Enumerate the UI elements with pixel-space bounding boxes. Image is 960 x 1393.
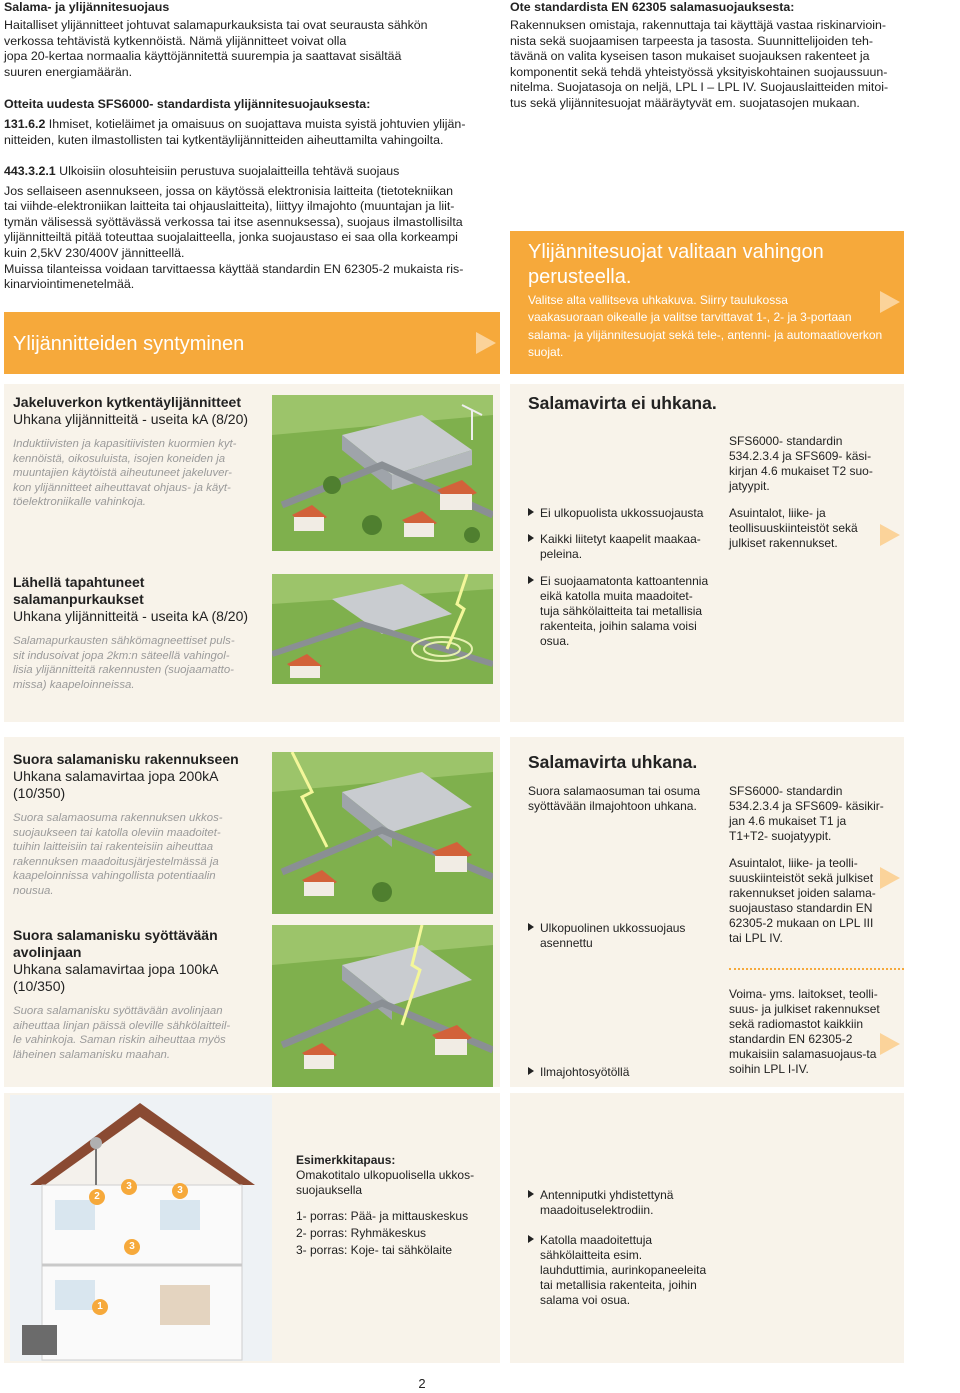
block-title: Suora salamanisku rakennukseen <box>13 751 239 767</box>
block-subtitle <box>13 961 263 995</box>
house-cutaway-image <box>10 1095 272 1361</box>
section-131 <box>4 117 499 148</box>
block-subtitle-line: Uhkana salamavirtaa jopa 200kA <box>13 768 219 784</box>
intro-line: jopa 20-kertaa normaalia käyttöjännitettä suurempia ja saattavat sisältää <box>4 49 402 64</box>
arrow-right-icon <box>880 867 900 889</box>
block-description <box>13 811 263 899</box>
direct-strike-building-illustration <box>272 752 493 914</box>
block-subtitle-line: (10/350) <box>13 978 66 994</box>
arrow-right-icon <box>476 332 496 354</box>
block-title <box>13 927 263 961</box>
stage-badge: 3 <box>124 1239 140 1255</box>
banner-right-line: salama- ja ylijännitesuojat sekä tele-, antenni- ja automaatioverkon <box>528 327 883 342</box>
section-443-title: Ulkoisiin olosuhteisiin perustuva suojalaitteilla tehtävä suojaus <box>55 164 400 178</box>
panel-1-right <box>510 384 904 722</box>
threat-intro-line: Suora salamaosuman tai osuma <box>528 784 701 798</box>
banner-right-title <box>528 240 898 290</box>
bullet-text: rakenteita, joihin salama voisi <box>540 619 697 633</box>
panel-1-right-title: Salamavirta ei uhkana. <box>528 393 717 413</box>
threat-intro <box>528 784 718 814</box>
bullet-arrow-icon <box>528 923 534 931</box>
std-line: kirjan 4.6 mukaiset T2 suo- <box>729 464 873 478</box>
bullet-arrow-icon <box>528 508 534 516</box>
right-intro-paragraph <box>510 18 955 112</box>
block-distribution-surges <box>13 394 263 510</box>
bullet-text: osua. <box>540 634 570 648</box>
bullet-text: salama voi osua. <box>540 1293 631 1307</box>
desc-line: missa) kaapeloinneissa. <box>13 678 135 691</box>
direct-strike-line-image <box>272 925 493 1087</box>
section-131-number: 131.6.2 <box>4 117 46 131</box>
panel-1-left <box>4 384 500 722</box>
bullet-arrow-icon <box>528 1190 534 1198</box>
bullet-text: Kaikki liitetyt kaapelit maakaa- <box>540 532 701 546</box>
threat-intro-line: syöttävään ilmajohtoon uhkana. <box>528 799 697 813</box>
stage-list <box>296 1208 496 1259</box>
desc-line: lisia ylijännitteitä rakennusten (suojaamatto- <box>13 664 234 677</box>
intro-line: verkossa tehtävistä kytkennöistä. Nämä ylijännitteet voivat olla <box>4 33 347 48</box>
stage-item: 1- porras: Pää- ja mittauskeskus <box>296 1209 469 1223</box>
stage-badge: 3 <box>121 1179 137 1195</box>
desc-line: sit indusoivat jopa 2km:n säteellä vahingol- <box>13 649 230 662</box>
desc-line: kennöistä, oikosuluista, isojen koneiden ja <box>13 452 226 465</box>
building-line: julkiset rakennukset. <box>729 536 838 550</box>
block-subtitle <box>13 768 263 802</box>
lightning-nearby-image <box>272 574 493 684</box>
panel-3-left <box>4 1093 500 1363</box>
extract-heading: Otteita uudesta SFS6000- standardista ylijännitesuojauksesta: <box>4 97 371 111</box>
section-443-line: kuin 2,5kV 230/400V jännitteellä. <box>4 245 185 260</box>
block-nearby-lightning <box>13 574 263 692</box>
bullet-text: asennettu <box>540 936 593 950</box>
panel-2-right-title: Salamavirta uhkana. <box>528 752 698 772</box>
block-title-line: Lähellä tapahtuneet <box>13 574 145 590</box>
example-case <box>296 1153 496 1198</box>
town-scene-image <box>272 395 493 551</box>
section-131-line: nitteiden, kuten ilmastollisten tai kytkentäylijännitteiden aiheuttamilta vahingoilta. <box>4 132 444 147</box>
block-description <box>13 634 263 692</box>
section-443-line: Jos sellaiseen asennukseen, jossa on käytössä elektronisia laitteita (tietotekniikan <box>4 183 454 198</box>
building-line: Asuintalot, liike- ja teolli- <box>729 856 858 870</box>
desc-line: Suora salamanisku syöttävään avolinjaan <box>13 1005 223 1017</box>
bullet-text: peleina. <box>540 547 583 561</box>
banner-right-line: vaakasuoraan oikealle ja valitse tarvittavat 1-, 2- ja 3-portaan <box>528 310 852 325</box>
banner-left <box>4 312 500 374</box>
block-description <box>13 1004 263 1062</box>
bullet-arrow-icon <box>528 1067 534 1075</box>
right-intro-line: Rakennuksen omistaja, rakennuttaja tai käyttäjä vastaa riskinarvioin- <box>510 18 887 32</box>
desc-line: suojaukseen tai katolla oleviin maadoitet- <box>13 826 221 839</box>
stage-item: 2- porras: Ryhmäkeskus <box>296 1226 427 1240</box>
right-intro-line: tus sekä ylijännitesuojat määräytyvät em. suojatasojen mukaan. <box>510 95 860 110</box>
right-intro-line: komponentit sekä tehdä yhteistyössä yksityiskohtainen suojaussuun- <box>510 64 888 79</box>
desc-line: aiheuttaa linjan päissä oleville sähkölaitteil- <box>13 1019 231 1032</box>
intro-line: suuren energiamäärän. <box>4 64 133 79</box>
block-direct-strike-building <box>13 751 263 899</box>
bullet-text: sähkölaitteita esim. <box>540 1248 643 1262</box>
bullet-text: Ei ulkopuolista ukkossuojausta <box>540 506 704 520</box>
banner-right-title-line: perusteella. <box>528 266 632 288</box>
direct-strike-line-illustration <box>272 925 493 1087</box>
bullet-text: maadoituselektrodiin. <box>540 1203 654 1217</box>
standard-reference <box>729 434 899 494</box>
bullet-no-external-protection <box>528 506 718 521</box>
dotted-divider <box>729 968 904 970</box>
block-subtitle-line: (10/350) <box>13 785 66 801</box>
stage-badge: 2 <box>89 1189 105 1205</box>
block-subtitle-line: Uhkana salamavirtaa jopa 100kA <box>13 961 219 977</box>
section-443-line: tai viihde-elektroniikan laitteita tai ohjauslaitteita), liittyy ilmajohto (muuntajan ja liit- <box>4 199 455 214</box>
bullet-cables-underground <box>528 532 718 562</box>
desc-line: muuntajien käytöistä aiheutuneet jakeluver- <box>13 467 232 480</box>
bullet-text: Ei suojaamatonta kattoantennia <box>540 574 709 588</box>
block-subtitle: Uhkana ylijännitteitä - useita kA (8/20) <box>13 608 249 624</box>
desc-line: le vahinkoja. Saman riskin aiheuttaa myös <box>13 1034 226 1047</box>
building-line: standardin EN 62305-2 <box>729 1032 853 1046</box>
block-description <box>13 437 263 510</box>
page-number: 2 <box>418 1376 426 1391</box>
bullet-external-protection <box>528 921 718 951</box>
block-title: Jakeluverkon kytkentäylijännitteet <box>13 394 241 410</box>
bullet-antenna-grounded <box>528 1188 728 1218</box>
building-line: teollisuuskiinteistöt sekä <box>729 521 858 535</box>
right-intro-line: nista sekä suojaamisen tarpeesta ja tasosta. Suunnittelijoiden teh- <box>510 33 873 48</box>
desc-line: Salamapurkausten sähkömagneettiset puls- <box>13 635 235 647</box>
building-line: Asuintalot, liike- ja <box>729 506 826 520</box>
desc-line: Induktiivisten ja kapasitiivisten kuormien kyt- <box>13 438 237 450</box>
bullet-arrow-icon <box>528 534 534 542</box>
building-types-lpl-3-4 <box>729 856 899 946</box>
section-443-line: kinarviointimenetelmää. <box>4 277 135 292</box>
section-443-line: Muissa tilanteissa voidaan tarvittaessa käyttää standardin EN 62305-2 mukaista ris- <box>4 261 464 276</box>
desc-line: rakennuksen maadoitusjärjestelmässä ja <box>13 855 219 868</box>
right-intro-heading: Ote standardista EN 62305 salamasuojauksesta: <box>510 0 795 14</box>
arrow-right-icon <box>880 1033 900 1055</box>
house-cutaway-illustration <box>10 1095 272 1361</box>
building-line: 62305-2 mukaan on LPL III <box>729 916 874 930</box>
bullet-text: eikä katolla muita maadoitet- <box>540 589 693 603</box>
bullet-arrow-icon <box>528 576 534 584</box>
block-title-line: avolinjaan <box>13 944 82 960</box>
bullet-overhead-line <box>528 1065 718 1080</box>
banner-right <box>510 231 904 374</box>
desc-line: kon ylijännitteet aiheuttavat ohjaus- ja käyt- <box>13 481 231 494</box>
std-line: SFS6000- standardin <box>729 434 843 448</box>
section-443-number: 443.3.2.1 <box>4 164 56 178</box>
bullet-text: Katolla maadoitettuja <box>540 1233 653 1247</box>
town-illustration <box>272 395 493 551</box>
bullet-text: Ulkopuolinen ukkossuojaus <box>540 921 686 935</box>
standard-reference <box>729 784 899 844</box>
building-line: suus- ja julkiset rakennukset <box>729 1002 880 1016</box>
stage-badge: 3 <box>172 1183 188 1199</box>
intro-line: Haitalliset ylijännitteet johtuvat salamapurkauksista tai ovat seurausta sähkön <box>4 18 428 32</box>
building-line: mukaisiin salamasuojaus-ta <box>729 1047 877 1061</box>
section-131-line: Ihmiset, kotieläimet ja omaisuus on suojattava muista syistä johtuvien ylijän- <box>45 117 466 131</box>
bullet-text: lauhduttimia, aurinkopaneeleita <box>540 1263 707 1277</box>
block-title <box>13 574 263 608</box>
building-types <box>729 506 899 551</box>
right-intro-line: nitelma. Suojatasoja on neljä, LPL I – LPL IV. Suojauslaitteiden mitoi- <box>510 80 889 95</box>
building-line: suuskiinteistöt sekä julkiset <box>729 871 874 885</box>
banner-right-line: suojat. <box>528 345 564 360</box>
desc-line: tuihin laitteisiin tai rakenteisiin aiheuttaa <box>13 841 214 854</box>
example-line: suojauksella <box>296 1183 363 1197</box>
section-443-line: tymän välisessä syöttävässä verkossa tai itse asennuksessa), suojaus ilmastollisilta <box>4 214 463 229</box>
panel-3-right <box>510 1093 904 1363</box>
section-443 <box>4 164 499 293</box>
desc-line: töelektroniikalle vahinkoja. <box>13 496 146 509</box>
building-line: tai LPL IV. <box>729 931 783 945</box>
std-line: 534.2.3.4 ja SFS609- käsikir- <box>729 799 884 813</box>
section-443-line: ylijännitteiltä pitää toteuttaa suojalaitteella, jonka suojaustaso ei saa olla korkeampi <box>4 230 458 245</box>
building-types-lpl-1-4 <box>729 987 899 1077</box>
block-direct-strike-line <box>13 927 263 1062</box>
stage-item: 3- porras: Koje- tai sähkölaite <box>296 1243 453 1257</box>
banner-right-text <box>528 292 898 362</box>
building-line: sekä radiomastot kaikkiin <box>729 1017 864 1031</box>
desc-line: Suora salamaosuma rakennuksen ukkos- <box>13 812 223 824</box>
building-line: soihin LPL I-IV. <box>729 1062 809 1076</box>
std-line: 534.2.3.4 ja SFS609- käsi- <box>729 449 872 463</box>
panel-2-left <box>4 737 500 1087</box>
block-title-line: Suora salamanisku syöttävään <box>13 927 218 943</box>
desc-line: nousua. <box>13 884 54 897</box>
lightning-nearby-illustration <box>272 574 493 684</box>
bullet-text: tuja sähkölaitteita tai metallisia <box>540 604 703 618</box>
bullet-no-roof-antenna <box>528 574 728 649</box>
bullet-text: Ilmajohtosyötöllä <box>540 1065 630 1079</box>
intro-heading: Salama- ja ylijännitesuojaus <box>4 0 170 14</box>
desc-line: läheinen salamanisku maahan. <box>13 1048 171 1061</box>
banner-right-line: Valitse alta vallitseva uhkakuva. Siirry taulukossa <box>528 293 788 307</box>
arrow-right-icon <box>880 524 900 546</box>
banner-right-title-line: Ylijännitesuojat valitaan vahingon <box>528 241 824 263</box>
example-line: Omakotitalo ulkopuolisella ukkos- <box>296 1168 475 1182</box>
bullet-arrow-icon <box>528 1235 534 1243</box>
bullet-roof-equipment <box>528 1233 728 1308</box>
panel-2-right <box>510 737 904 1087</box>
bullet-text: Antenniputki yhdistettynä <box>540 1188 674 1202</box>
desc-line: kaapeloinnissa vahingollista potentiaalin <box>13 870 216 883</box>
stage-badge: 1 <box>92 1299 108 1315</box>
direct-strike-building-image <box>272 752 493 914</box>
std-line: jan 4.6 mukaiset T1 ja <box>729 814 847 828</box>
std-line: SFS6000- standardin <box>729 784 843 798</box>
building-line: suojaustaso standardin EN <box>729 901 873 915</box>
block-subtitle: Uhkana ylijännitteitä - useita kA (8/20) <box>13 411 249 427</box>
std-line: T1+T2- suojatyypit. <box>729 829 832 843</box>
building-line: rakennukset joiden salama- <box>729 886 876 900</box>
block-title-line: salamanpurkaukset <box>13 591 144 607</box>
example-title: Esimerkkitapaus: <box>296 1153 396 1167</box>
building-line: Voima- yms. laitokset, teolli- <box>729 987 878 1001</box>
banner-left-title: Ylijännitteiden syntyminen <box>13 333 245 355</box>
std-line: jatyypit. <box>729 479 770 493</box>
arrow-right-icon <box>880 291 900 313</box>
right-intro-line: tävänä on valita kyseisen tason mukaiset suojauksen rakenteet ja <box>510 49 870 64</box>
intro-paragraph <box>4 18 499 80</box>
bullet-text: tai metallisia rakenteita, joihin <box>540 1278 697 1292</box>
